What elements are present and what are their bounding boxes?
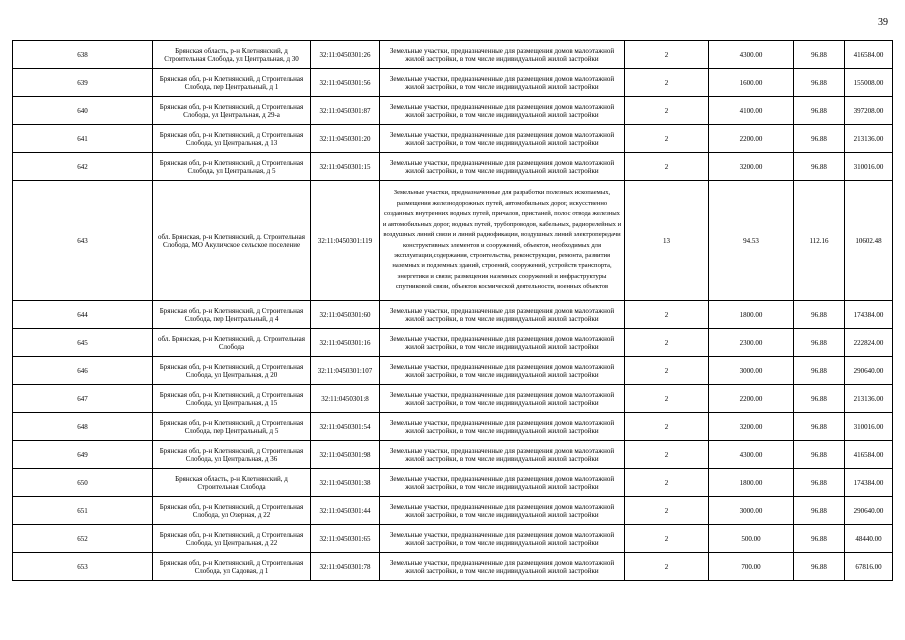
rate-cell: 96.88: [794, 441, 845, 469]
address-cell: Брянская область, р-н Клетнянский, д Строительная Слобода, ул Центральная, д 30: [153, 41, 311, 69]
rate-cell: 96.88: [794, 41, 845, 69]
land-use-cell: Земельные участки, предназначенные для размещения домов малоэтажной жилой застройки, в том числе индивидуальной жилой застройки: [380, 357, 625, 385]
land-plots-table: [12, 40, 893, 581]
land-use-cell: Земельные участки, предназначенные для размещения домов малоэтажной жилой застройки, в том числе индивидуальной жилой застройки: [380, 125, 625, 153]
row-number-cell: 648: [13, 413, 153, 441]
cadastral-number-cell: 32:11:0450301:119: [311, 181, 380, 301]
table-row: [13, 97, 893, 125]
cadastral-value-cell: 222824.00: [845, 329, 893, 357]
table-row: [13, 69, 893, 97]
rate-cell: 96.88: [794, 357, 845, 385]
cadastral-value-cell: 416584.00: [845, 41, 893, 69]
row-number-cell: 644: [13, 301, 153, 329]
category-cell: 2: [625, 525, 709, 553]
cadastral-number-cell: 32:11:0450301:98: [311, 441, 380, 469]
area-cell: 3200.00: [709, 413, 794, 441]
cadastral-value-cell: 416584.00: [845, 441, 893, 469]
cadastral-value-cell: 310016.00: [845, 413, 893, 441]
row-number-cell: 641: [13, 125, 153, 153]
table-row: [13, 181, 893, 301]
table-row: [13, 469, 893, 497]
area-cell: 2200.00: [709, 125, 794, 153]
area-cell: 2200.00: [709, 385, 794, 413]
area-cell: 3200.00: [709, 153, 794, 181]
row-number-cell: 643: [13, 181, 153, 301]
land-use-cell: Земельные участки, предназначенные для размещения домов малоэтажной жилой застройки, в том числе индивидуальной жилой застройки: [380, 469, 625, 497]
address-cell: Брянская обл, р-н Клетнянский, д Строительная Слобода, ул Центральная, д 22: [153, 525, 311, 553]
category-cell: 2: [625, 497, 709, 525]
land-use-cell: Земельные участки, предназначенные для размещения домов малоэтажной жилой застройки, в том числе индивидуальной жилой застройки: [380, 413, 625, 441]
land-use-cell: Земельные участки, предназначенные для размещения домов малоэтажной жилой застройки, в том числе индивидуальной жилой застройки: [380, 153, 625, 181]
rate-cell: 96.88: [794, 413, 845, 441]
rate-cell: 96.88: [794, 97, 845, 125]
rate-cell: 96.88: [794, 553, 845, 581]
cadastral-value-cell: 174384.00: [845, 469, 893, 497]
rate-cell: 96.88: [794, 329, 845, 357]
row-number-cell: 645: [13, 329, 153, 357]
table-row: [13, 553, 893, 581]
address-cell: Брянская обл, р-н Клетнянский, д Строительная Слобода, ул Садовая, д 1: [153, 553, 311, 581]
cadastral-value-cell: 10602.48: [845, 181, 893, 301]
rate-cell: 96.88: [794, 385, 845, 413]
rate-cell: 96.88: [794, 301, 845, 329]
row-number-cell: 639: [13, 69, 153, 97]
land-use-cell: Земельные участки, предназначенные для размещения домов малоэтажной жилой застройки, в том числе индивидуальной жилой застройки: [380, 441, 625, 469]
land-use-cell: Земельные участки, предназначенные для разработки полезных ископаемых, размещения железнодорожных путей, автомобильных дорог, искусственно созданных внутренних водных путей, причалов, пристаней, полос отвода железных и автомобильных дорог, водных путей, трубопроводов, кабельных, радиорелейных и воздушных линий связи и линий радиофикации, воздушных линий электропередачи конструктивных элементов и сооружений, объектов, необходимых для эксплуатации,содержания, строительства, реконструкции, ремонта, развития наземных и подземных зданий, строений, сооружений, устройств транспорта, энергетики и связи; размещения наземных сооружений и инфраструктуры спутниковой связи, объектов космической деятельности, военных объектов: [380, 181, 625, 301]
area-cell: 4300.00: [709, 41, 794, 69]
cadastral-number-cell: 32:11:0450301:8: [311, 385, 380, 413]
category-cell: 2: [625, 125, 709, 153]
cadastral-number-cell: 32:11:0450301:65: [311, 525, 380, 553]
land-use-cell: Земельные участки, предназначенные для размещения домов малоэтажной жилой застройки, в том числе индивидуальной жилой застройки: [380, 553, 625, 581]
cadastral-number-cell: 32:11:0450301:60: [311, 301, 380, 329]
row-number-cell: 638: [13, 41, 153, 69]
cadastral-number-cell: 32:11:0450301:107: [311, 357, 380, 385]
cadastral-number-cell: 32:11:0450301:54: [311, 413, 380, 441]
category-cell: 2: [625, 301, 709, 329]
land-use-cell: Земельные участки, предназначенные для размещения домов малоэтажной жилой застройки, в том числе индивидуальной жилой застройки: [380, 525, 625, 553]
cadastral-value-cell: 213136.00: [845, 385, 893, 413]
land-use-cell: Земельные участки, предназначенные для размещения домов малоэтажной жилой застройки, в том числе индивидуальной жилой застройки: [380, 97, 625, 125]
cadastral-value-cell: 310016.00: [845, 153, 893, 181]
rate-cell: 96.88: [794, 153, 845, 181]
category-cell: 2: [625, 469, 709, 497]
table-row: [13, 357, 893, 385]
cadastral-value-cell: 48440.00: [845, 525, 893, 553]
category-cell: 2: [625, 441, 709, 469]
cadastral-value-cell: 155008.00: [845, 69, 893, 97]
land-use-cell: Земельные участки, предназначенные для размещения домов малоэтажной жилой застройки, в том числе индивидуальной жилой застройки: [380, 41, 625, 69]
category-cell: 13: [625, 181, 709, 301]
area-cell: 2300.00: [709, 329, 794, 357]
address-cell: обл. Брянская, р-н Клетнянский, д. Строительная Слобода, МО Акуличское сельское поселение: [153, 181, 311, 301]
address-cell: Брянская обл, р-н Клетнянский, д Строительная Слобода, ул Центральная, д 29-а: [153, 97, 311, 125]
area-cell: 1800.00: [709, 469, 794, 497]
table-row: [13, 413, 893, 441]
address-cell: Брянская обл, р-н Клетнянский, д Строительная Слобода, ул Центральная, д 13: [153, 125, 311, 153]
category-cell: 2: [625, 385, 709, 413]
table-row: [13, 525, 893, 553]
row-number-cell: 647: [13, 385, 153, 413]
address-cell: Брянская обл, р-н Клетнянский, д Строительная Слобода, ул Центральная, д 36: [153, 441, 311, 469]
area-cell: 700.00: [709, 553, 794, 581]
row-number-cell: 646: [13, 357, 153, 385]
category-cell: 2: [625, 553, 709, 581]
address-cell: Брянская обл, р-н Клетнянский, д Строительная Слобода, ул Центральная, д 15: [153, 385, 311, 413]
land-use-cell: Земельные участки, предназначенные для размещения домов малоэтажной жилой застройки, в том числе индивидуальной жилой застройки: [380, 69, 625, 97]
category-cell: 2: [625, 357, 709, 385]
address-cell: Брянская обл, р-н Клетнянский, д Строительная Слобода, пер Центральный, д 1: [153, 69, 311, 97]
land-use-cell: Земельные участки, предназначенные для размещения домов малоэтажной жилой застройки, в том числе индивидуальной жилой застройки: [380, 497, 625, 525]
table-row: [13, 153, 893, 181]
category-cell: 2: [625, 329, 709, 357]
area-cell: 3000.00: [709, 357, 794, 385]
cadastral-value-cell: 213136.00: [845, 125, 893, 153]
area-cell: 4100.00: [709, 97, 794, 125]
page-number: 39: [878, 17, 888, 28]
rate-cell: 96.88: [794, 69, 845, 97]
table-row: [13, 301, 893, 329]
address-cell: Брянская область, р-н Клетнянский, д Строительная Слобода: [153, 469, 311, 497]
table-row: [13, 441, 893, 469]
rate-cell: 96.88: [794, 125, 845, 153]
category-cell: 2: [625, 413, 709, 441]
table-row: [13, 41, 893, 69]
rate-cell: 96.88: [794, 469, 845, 497]
address-cell: Брянская обл, р-н Клетнянский, д Строительная Слобода, пер Центральный, д 4: [153, 301, 311, 329]
area-cell: 500.00: [709, 525, 794, 553]
cadastral-value-cell: 67816.00: [845, 553, 893, 581]
cadastral-number-cell: 32:11:0450301:15: [311, 153, 380, 181]
row-number-cell: 642: [13, 153, 153, 181]
row-number-cell: 653: [13, 553, 153, 581]
rate-cell: 96.88: [794, 525, 845, 553]
row-number-cell: 650: [13, 469, 153, 497]
cadastral-value-cell: 290640.00: [845, 497, 893, 525]
table-row: [13, 385, 893, 413]
cadastral-number-cell: 32:11:0450301:38: [311, 469, 380, 497]
area-cell: 94.53: [709, 181, 794, 301]
cadastral-number-cell: 32:11:0450301:20: [311, 125, 380, 153]
address-cell: Брянская обл, р-н Клетнянский, д Строительная Слобода, ул Озерная, д 22: [153, 497, 311, 525]
category-cell: 2: [625, 153, 709, 181]
area-cell: 3000.00: [709, 497, 794, 525]
table-row: [13, 329, 893, 357]
row-number-cell: 652: [13, 525, 153, 553]
table-row: [13, 125, 893, 153]
cadastral-number-cell: 32:11:0450301:44: [311, 497, 380, 525]
row-number-cell: 651: [13, 497, 153, 525]
cadastral-number-cell: 32:11:0450301:26: [311, 41, 380, 69]
row-number-cell: 649: [13, 441, 153, 469]
rate-cell: 96.88: [794, 497, 845, 525]
rate-cell: 112.16: [794, 181, 845, 301]
cadastral-number-cell: 32:11:0450301:78: [311, 553, 380, 581]
cadastral-value-cell: 290640.00: [845, 357, 893, 385]
land-use-cell: Земельные участки, предназначенные для размещения домов малоэтажной жилой застройки, в том числе индивидуальной жилой застройки: [380, 385, 625, 413]
area-cell: 4300.00: [709, 441, 794, 469]
address-cell: Брянская обл, р-н Клетнянский, д Строительная Слобода, пер Центральный, д 5: [153, 413, 311, 441]
area-cell: 1800.00: [709, 301, 794, 329]
table-row: [13, 497, 893, 525]
category-cell: 2: [625, 69, 709, 97]
table-body: [13, 41, 893, 581]
cadastral-number-cell: 32:11:0450301:87: [311, 97, 380, 125]
cadastral-value-cell: 174384.00: [845, 301, 893, 329]
category-cell: 2: [625, 41, 709, 69]
land-use-cell: Земельные участки, предназначенные для размещения домов малоэтажной жилой застройки, в том числе индивидуальной жилой застройки: [380, 329, 625, 357]
area-cell: 1600.00: [709, 69, 794, 97]
cadastral-number-cell: 32:11:0450301:56: [311, 69, 380, 97]
land-use-cell: Земельные участки, предназначенные для размещения домов малоэтажной жилой застройки, в том числе индивидуальной жилой застройки: [380, 301, 625, 329]
cadastral-value-cell: 397208.00: [845, 97, 893, 125]
category-cell: 2: [625, 97, 709, 125]
row-number-cell: 640: [13, 97, 153, 125]
address-cell: обл. Брянская, р-н Клетнянский, д. Строительная Слобода: [153, 329, 311, 357]
address-cell: Брянская обл, р-н Клетнянский, д Строительная Слобода, ул Центральная, д 5: [153, 153, 311, 181]
address-cell: Брянская обл, р-н Клетнянский, д Строительная Слобода, ул Центральная, д 20: [153, 357, 311, 385]
cadastral-number-cell: 32:11:0450301:16: [311, 329, 380, 357]
